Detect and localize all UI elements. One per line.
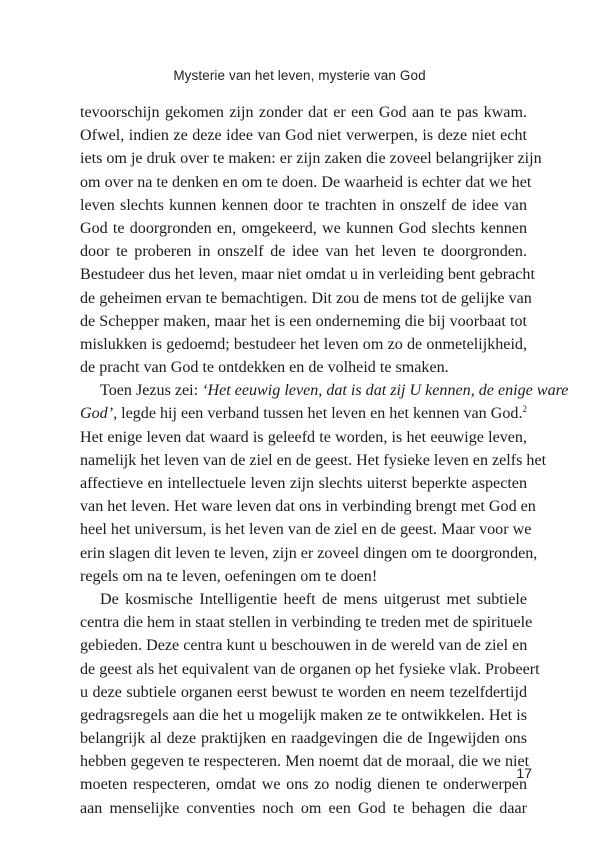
text-line: u deze subtiele organen eerst bewust te worden en neem tezelfdertijd [80,683,527,701]
text-line: iets om je druk over te maken: er zijn zaken die zoveel belangrijker zijn [80,150,542,168]
text-line: Het enige leven dat waard is geleefd te worden, is het eeuwige leven, [80,428,527,446]
text-line: de geheimen ervan te bemachtigen. Dit zou de mens tot de gelijke van [80,289,532,307]
footnote-marker[interactable]: 2 [522,404,527,415]
text-line: de Schepper maken, maar het is een onderneming die bij voorbaat tot [80,312,527,330]
text-line: Bestudeer dus het leven, maar niet omdat u in verleiding bent gebracht [80,266,535,284]
text-line: namelijk het leven van de ziel en de geest. Het fysieke leven en zelfs het [80,451,547,469]
text-run: , legde hij een verband tussen het leven en het kennen van God. [113,405,523,423]
quotation: God’ [80,405,114,423]
text-line: Ofwel, indien ze deze idee van God niet verwerpen, is deze niet echt [80,127,527,145]
text-line: centra die hem in staat stellen in verbinding te treden met de spirituele [80,614,533,632]
text-run: Toen Jezus zei: [100,382,203,400]
body-text [80,101,569,820]
text-line: de pracht van God te ontdekken en de volheid te smaken. [80,359,449,377]
text-line: van het leven. Het ware leven dat ons in verbinding brengt met God en [80,498,536,516]
text-line: belangrijk al deze praktijken en raadgevingen die de Ingewijden ons [80,730,527,748]
text-line: heel het universum, is het leven van de ziel en de geest. Maar voor we [80,521,532,539]
paragraph-2 [80,379,569,588]
text-line: de geest als het equivalent van de organen op het fysieke vlak. Probeert [80,660,540,678]
text-line: moeten respecteren, omdat we ons zo nodig dienen te onderwerpen [80,776,527,794]
text-line: mislukken is gedoemd; bestudeer het leven om zo de onmetelijkheid, [80,335,527,353]
text-line: regels om na te leven, oefeningen om te doen! [80,567,378,585]
text-line: De kosmische Intelligentie heeft de mens uitgerust met subtiele [100,590,527,608]
text-line: gebieden. Deze centra kunt u beschouwen in de wereld van de ziel en [80,637,528,655]
text-line: door te proberen in onszelf de idee van het leven te doorgronden. [80,243,527,261]
text-line: om over na te denken en om te doen. De waarheid is echter dat we het [80,173,532,191]
text-line: God te doorgronden en, omgekeerd, we kunnen God slechts kennen [80,219,527,237]
page-number: 17 [516,765,532,781]
quotation: ‘Het eeuwig leven, dat is dat zij U kennen, de enige ware [202,382,569,400]
running-head: Mysterie van het leven, mysterie van God [173,68,426,83]
text-line: affectieve en intellectuele leven zijn slechts uiterst beperkte aspecten [80,475,527,492]
text-line: aan menselijke conventies noch om een God te behagen die daar [80,799,527,817]
text-line: leven slechts kunnen kennen door te trachten in onszelf de idee van [80,196,527,214]
text-line [80,402,527,425]
paragraph-3 [80,588,540,820]
text-line: erin slagen dit leven te leven, zijn er zoveel dingen om te doorgronden, [80,544,538,562]
text-line: gedragsregels aan die het u mogelijk maken ze te ontwikkelen. Het is [80,706,527,724]
paragraph-1 [80,101,542,379]
text-line [80,379,569,402]
text-line: tevoorschijn gekomen zijn zonder dat er een God aan te pas kwam. [80,104,527,121]
text-line: hebben gegeven te respecteren. Men noemt dat de moraal, die we niet [80,753,530,771]
